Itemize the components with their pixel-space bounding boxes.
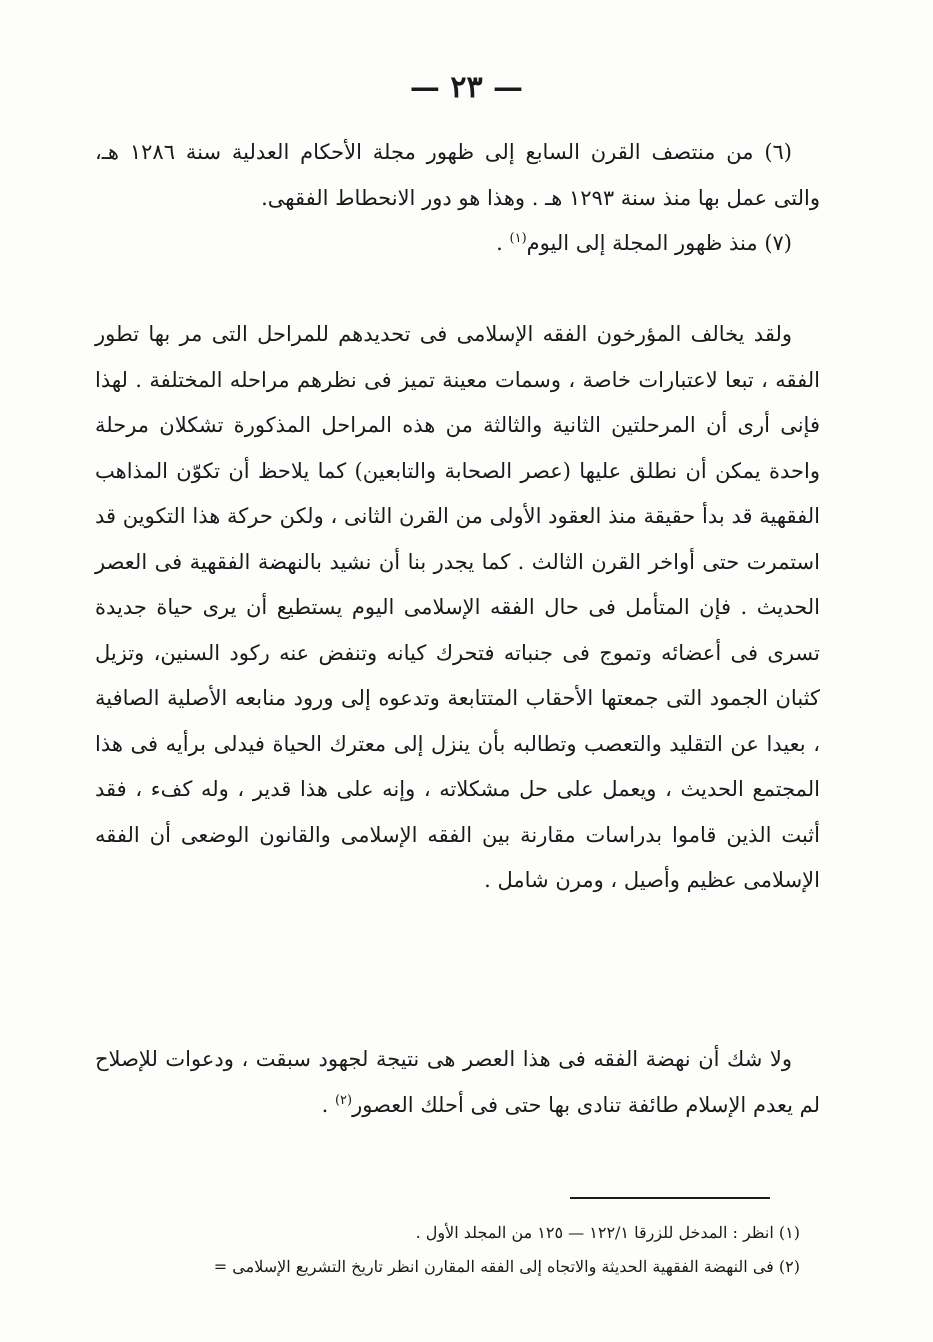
footnote-ref-2[interactable]: (٢) <box>334 1092 353 1108</box>
page-number: — ٢٣ — <box>409 70 524 105</box>
paragraph-1-text: ولقد يخالف المؤرخون الفقه الإسلامى فى تحديدهم للمراحل التى مر بها تطور الفقه ، تبعا لاعتبارات خاصة ، وسمات معينة تميز فى نظرهم مراحله المختلفة . لهذا فإنى أرى أن المرحلتين الثانية والثالثة من هذه المراحل المذكورة تشكلان مرحلة واحدة يمكن أن نطلق عليها (عصر الصحابة والتابعين) كما يلاحظ أن تكوّن المذاهب الفقهية قد بدأ حقيقة منذ العقود الأولى من القرن الثانى ، ولكن حركة هذا التكوين قد استمرت حتى أواخر القرن الثالث . كما يجدر بنا أن نشيد بالنهضة الفقهية فى العصر الحديث . فإن المتأمل فى حال الفقه الإسلامى اليوم يستطيع أن يرى حياة جديدة تسرى فى أعضائه وتموج فى جنباته فتحرك كيانه وتنفض عنه ركود السنين، وتزيل كثبان الجمود التى جمعتها الأحقاب المتتابعة وتدعوه إلى ورود منابعه الأصلية الصافية ، بعيدا عن التقليد والتعصب وتطالبه بأن ينزل إلى معترك الحياة فيدلى برأيه فى هذا المجتمع الحديث ، ويعمل على حل مشكلاته ، وإنه على هذا قدير ، وله كفء ، فقد أثبت الذين قاموا بدراسات مقارنة بين الفقه الإسلامى والقانون الوضعى أن الفقه الإسلامى عظيم وأصيل ، ومرن شامل . <box>95 322 820 892</box>
list-item-6: (٦) من منتصف القرن السابع إلى ظهور مجلة الأحكام العدلية سنة ١٢٨٦ هـ، والتى عمل بها منذ سنة ١٢٩٣ هـ . وهذا هو دور الانحطاط الفقهى. <box>95 140 820 210</box>
footnote-1: (١) انظر : المدخل للزرقا ١٢٢/١ — ١٢٥ من المجلد الأول . <box>415 1223 800 1242</box>
stages-list <box>95 130 820 267</box>
paragraph-2-body: ولا شك أن نهضة الفقه فى هذا العصر هى نتيجة لجهود سبقت ، ودعوات للإصلاح لم يعدم الإسلام طائفة تنادى بها حتى فى أحلك العصور <box>95 1047 820 1117</box>
footnotes <box>95 1216 800 1284</box>
footnote-2: (٢) فى النهضة الفقهية الحديثة والاتجاه إلى الفقه المقارن انظر تاريخ التشريع الإسلامى = <box>213 1257 800 1276</box>
footnote-ref-1[interactable]: (١) <box>509 231 527 246</box>
paragraph-2-text <box>95 1037 820 1128</box>
list-item-7-end: . <box>496 231 510 255</box>
list-item-7-text: (٧) منذ ظهور المجلة إلى اليوم <box>526 231 792 255</box>
footnote-divider <box>570 1197 770 1199</box>
body-paragraph-2 <box>95 1037 820 1128</box>
body-paragraph-1 <box>95 312 820 904</box>
paragraph-2-end: . <box>321 1092 335 1117</box>
list-item-7 <box>95 221 820 267</box>
